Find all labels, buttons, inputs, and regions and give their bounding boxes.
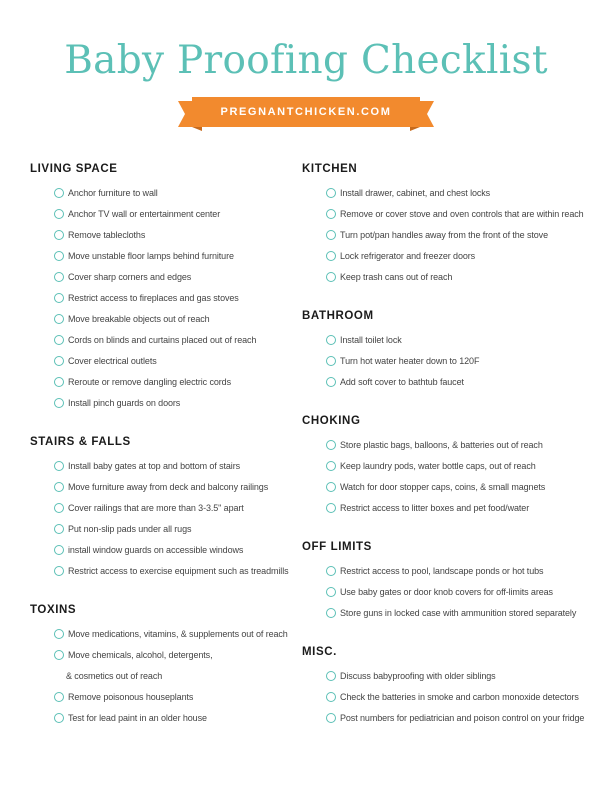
item-label: Use baby gates or door knob covers for off-limits areas	[340, 586, 553, 597]
checkbox-circle-icon[interactable]	[54, 251, 64, 261]
section-title: OFF LIMITS	[302, 541, 372, 553]
checklist-item	[326, 455, 545, 476]
checkbox-circle-icon[interactable]	[54, 566, 64, 576]
section-kitchen	[302, 161, 584, 287]
section-title: LIVING SPACE	[30, 163, 118, 175]
checklist-item	[54, 245, 256, 266]
section-title: STAIRS & FALLS	[30, 436, 131, 448]
item-label: Cover railings that are more than 3-3.5" apart	[68, 502, 244, 513]
section-bathroom	[302, 308, 479, 392]
checkbox-circle-icon[interactable]	[326, 482, 336, 492]
section-title: BATHROOM	[302, 310, 374, 322]
checkbox-circle-icon[interactable]	[54, 482, 64, 492]
item-label: Cords on blinds and curtains placed out of reach	[68, 334, 257, 345]
checkbox-circle-icon[interactable]	[54, 545, 64, 555]
item-label: Remove poisonous houseplants	[68, 691, 194, 702]
checkbox-circle-icon[interactable]	[326, 608, 336, 618]
item-label: install window guards on accessible windows	[68, 544, 244, 555]
checklist-item	[54, 224, 256, 245]
checklist-item	[326, 329, 479, 350]
checkbox-circle-icon[interactable]	[54, 650, 64, 660]
checklist-item	[326, 182, 584, 203]
checklist-item-continuation	[66, 665, 288, 686]
item-label: Restrict access to fireplaces and gas stoves	[68, 292, 239, 303]
section-living-space	[30, 161, 256, 413]
checkbox-circle-icon[interactable]	[326, 461, 336, 471]
item-label: Install toilet lock	[340, 334, 402, 345]
checklist-item	[326, 203, 584, 224]
checkbox-circle-icon[interactable]	[54, 230, 64, 240]
checklist-item	[54, 623, 288, 644]
checkbox-circle-icon[interactable]	[326, 440, 336, 450]
item-label: Check the batteries in smoke and carbon monoxide detectors	[340, 691, 579, 702]
checklist-item	[326, 371, 479, 392]
checkbox-circle-icon[interactable]	[54, 272, 64, 282]
checklist-item	[326, 434, 545, 455]
checkbox-circle-icon[interactable]	[326, 209, 336, 219]
checkbox-circle-icon[interactable]	[54, 209, 64, 219]
checklist-item	[54, 350, 256, 371]
checklist-item	[54, 539, 289, 560]
item-label: Restrict access to pool, landscape ponds or hot tubs	[340, 565, 544, 576]
checkbox-circle-icon[interactable]	[54, 398, 64, 408]
checkbox-circle-icon[interactable]	[326, 230, 336, 240]
item-label: Watch for door stopper caps, coins, & small magnets	[340, 481, 546, 492]
item-label: Turn hot water heater down to 120F	[340, 355, 480, 366]
banner-text: PREGNANTCHICKEN.COM	[220, 106, 392, 118]
checkbox-circle-icon[interactable]	[54, 293, 64, 303]
item-label: Reroute or remove dangling electric cords	[68, 376, 231, 387]
checkbox-circle-icon[interactable]	[54, 314, 64, 324]
item-label: Install baby gates at top and bottom of stairs	[68, 460, 241, 471]
section-off-limits	[302, 539, 576, 623]
checklist-item	[54, 644, 288, 665]
item-label: Anchor furniture to wall	[68, 187, 158, 198]
checkbox-circle-icon[interactable]	[326, 377, 336, 387]
checklist-item	[326, 245, 584, 266]
checkbox-circle-icon[interactable]	[326, 587, 336, 597]
checklist-item	[326, 581, 576, 602]
checkbox-circle-icon[interactable]	[326, 356, 336, 366]
checklist-item	[54, 560, 289, 581]
checkbox-circle-icon[interactable]	[326, 335, 336, 345]
item-label: Store plastic bags, balloons, & batteries out of reach	[340, 439, 543, 450]
checklist-item	[326, 476, 545, 497]
item-label: Lock refrigerator and freezer doors	[340, 250, 476, 261]
site-banner	[178, 97, 434, 131]
checkbox-circle-icon[interactable]	[326, 671, 336, 681]
item-label: Post numbers for pediatrician and poison control on your fridge	[340, 712, 585, 723]
checkbox-circle-icon[interactable]	[326, 188, 336, 198]
checklist-item	[326, 497, 545, 518]
checkbox-circle-icon[interactable]	[326, 713, 336, 723]
checklist-item	[326, 602, 576, 623]
checklist-item	[54, 707, 288, 728]
checklist-item	[326, 266, 584, 287]
checklist-item	[54, 182, 256, 203]
section-title: MISC.	[302, 646, 337, 658]
checkbox-circle-icon[interactable]	[54, 356, 64, 366]
checkbox-circle-icon[interactable]	[326, 566, 336, 576]
checklist-item	[326, 560, 576, 581]
section-title: CHOKING	[302, 415, 361, 427]
section-misc	[302, 644, 584, 728]
checkbox-circle-icon[interactable]	[54, 713, 64, 723]
checklist-item	[54, 392, 256, 413]
section-choking	[302, 413, 545, 518]
checkbox-circle-icon[interactable]	[54, 335, 64, 345]
checkbox-circle-icon[interactable]	[54, 629, 64, 639]
checklist-item	[54, 329, 256, 350]
section-toxins	[30, 602, 288, 728]
checkbox-circle-icon[interactable]	[326, 503, 336, 513]
item-label: Move chemicals, alcohol, detergents,	[68, 649, 213, 660]
item-label: Put non-slip pads under all rugs	[68, 523, 192, 534]
checklist-item	[54, 371, 256, 392]
item-label: Turn pot/pan handles away from the front of the stove	[340, 229, 548, 240]
checklist-item	[54, 455, 289, 476]
checklist-item	[54, 308, 256, 329]
checklist-item	[326, 224, 584, 245]
item-label: Anchor TV wall or entertainment center	[68, 208, 221, 219]
checklist-item	[326, 686, 584, 707]
checklist-item	[326, 665, 584, 686]
item-label: & cosmetics out of reach	[66, 670, 163, 681]
checklist-item	[54, 287, 256, 308]
checkbox-circle-icon[interactable]	[326, 251, 336, 261]
item-label: Move medications, vitamins, & supplements out of reach	[68, 628, 288, 639]
item-label: Keep trash cans out of reach	[340, 271, 453, 282]
item-label: Cover sharp corners and edges	[68, 271, 192, 282]
item-label: Move breakable objects out of reach	[68, 313, 210, 324]
checkbox-circle-icon[interactable]	[54, 524, 64, 534]
checklist-item	[54, 518, 289, 539]
item-label: Install pinch guards on doors	[68, 397, 181, 408]
item-label: Discuss babyproofing with older siblings	[340, 670, 496, 681]
checklist-item	[54, 266, 256, 287]
checklist-item	[54, 686, 288, 707]
checkbox-circle-icon[interactable]	[326, 272, 336, 282]
checklist-item	[54, 203, 256, 224]
checkbox-circle-icon[interactable]	[54, 692, 64, 702]
checkbox-circle-icon[interactable]	[54, 503, 64, 513]
item-label: Move furniture away from deck and balcony railings	[68, 481, 269, 492]
item-label: Remove or cover stove and oven controls that are within reach	[340, 208, 584, 219]
section-title: KITCHEN	[302, 163, 358, 175]
section-stairs-falls	[30, 434, 289, 581]
item-label: Store guns in locked case with ammunition stored separately	[340, 607, 577, 618]
item-label: Install drawer, cabinet, and chest locks	[340, 187, 491, 198]
checklist-item	[54, 497, 289, 518]
checkbox-circle-icon[interactable]	[54, 377, 64, 387]
item-label: Restrict access to litter boxes and pet food/water	[340, 502, 530, 513]
item-label: Restrict access to exercise equipment such as treadmills	[68, 565, 289, 576]
checkbox-circle-icon[interactable]	[54, 188, 64, 198]
item-label: Test for lead paint in an older house	[68, 712, 207, 723]
checklist-item	[54, 476, 289, 497]
item-label: Move unstable floor lamps behind furniture	[68, 250, 234, 261]
item-label: Remove tablecloths	[68, 229, 146, 240]
item-label: Add soft cover to bathtub faucet	[340, 376, 464, 387]
section-title: TOXINS	[30, 604, 77, 616]
checkbox-circle-icon[interactable]	[54, 461, 64, 471]
item-label: Cover electrical outlets	[68, 355, 157, 366]
checklist-item	[326, 350, 479, 371]
checklist-item	[326, 707, 584, 728]
checkbox-circle-icon[interactable]	[326, 692, 336, 702]
item-label: Keep laundry pods, water bottle caps, out of reach	[340, 460, 536, 471]
page-title: Baby Proofing Checklist	[64, 38, 548, 83]
